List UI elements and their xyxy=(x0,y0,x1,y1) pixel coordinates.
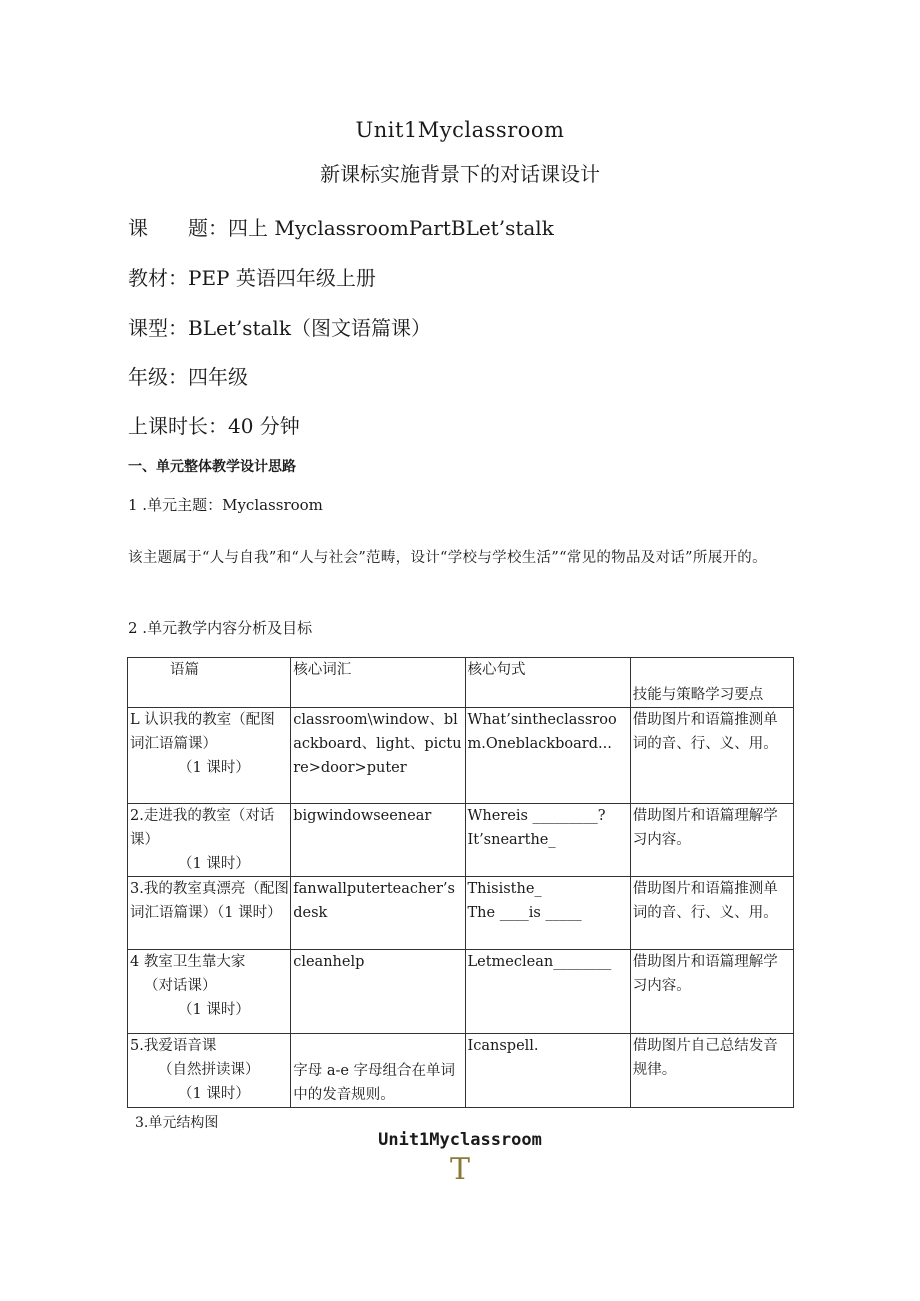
cell-discourse-title: 2.走进我的教室（对话课） xyxy=(130,808,275,848)
cell-discourse-title: 5.我爱语音课 xyxy=(130,1038,217,1054)
cell-discourse-hours: （1 课时） xyxy=(178,1002,250,1018)
meta-type-value: BLet’stalk（图文语篇课） xyxy=(188,316,431,340)
table-header-row xyxy=(128,658,794,708)
meta-textbook-value: PEP 英语四年级上册 xyxy=(188,266,376,290)
meta-type-label: 课型： xyxy=(128,316,188,340)
table-row xyxy=(128,1034,794,1108)
theme-paragraph: 该主题属于“人与自我”和“人与社会”范畴，设计“学校与学校生活”“常见的物品及对话”所展开的。 xyxy=(128,550,767,566)
diagram-title: Unit1Myclassroom xyxy=(378,1130,542,1150)
structure-diagram-heading: 3.单元结构图 xyxy=(135,1115,219,1131)
document-title: Unit1Myclassroom xyxy=(355,118,565,142)
table-row xyxy=(128,708,794,804)
cell-discourse-hours: （1 课时） xyxy=(178,856,250,872)
document-subtitle: 新课标实施背景下的对话课设计 xyxy=(320,162,600,186)
content-analysis-heading: 2 .单元教学内容分析及目标 xyxy=(128,619,313,637)
cell-discourse-type: （自然拼读课） xyxy=(158,1062,260,1078)
table-row xyxy=(128,877,794,950)
meta-duration-value: 40 分钟 xyxy=(228,414,300,438)
meta-grade-label: 年级： xyxy=(128,365,188,389)
meta-topic xyxy=(128,212,554,241)
table-row xyxy=(128,950,794,1034)
meta-duration-label: 上课时长： xyxy=(128,414,228,438)
cell-skills: 借助图片和语篇理解学习内容。 xyxy=(630,950,793,1034)
cell-discourse xyxy=(128,1034,291,1108)
meta-grade-value: 四年级 xyxy=(188,365,248,389)
unit-theme-line: 1 .单元主题：Myclassroom xyxy=(128,496,323,514)
cell-discourse-title: L 认识我的教室（配图词汇语篇课） xyxy=(130,712,275,752)
meta-topic-value: 四上 MyclassroomPartBLet’stalk xyxy=(228,216,554,240)
cell-discourse: 3.我的教室真漂亮（配图词汇语篇课）（1 课时） xyxy=(128,877,291,950)
cell-skills: 借助图片和语篇理解学习内容。 xyxy=(630,804,793,877)
diagram-root-glyph: T xyxy=(449,1152,470,1187)
unit-plan-table xyxy=(127,657,794,1108)
cell-discourse-hours: （1 课时） xyxy=(178,1086,250,1102)
cell-discourse-hours: （1 课时） xyxy=(178,760,250,776)
cell-skills: 借助图片和语篇推测单词的音、行、义、用。 xyxy=(630,708,793,804)
cell-skills: 借助图片和语篇推测单词的音、行、义、用。 xyxy=(630,877,793,950)
header-core-vocab: 核心词汇 xyxy=(291,658,465,708)
cell-discourse xyxy=(128,708,291,804)
meta-duration xyxy=(128,410,300,439)
cell-core-vocab: cleanhelp xyxy=(291,950,465,1034)
cell-core-vocab: bigwindowseenear xyxy=(291,804,465,877)
cell-core-sentence: Thisisthe_ The ____is _____ xyxy=(465,877,630,950)
meta-textbook-label: 教材： xyxy=(128,266,188,290)
header-core-sentence: 核心句式 xyxy=(465,658,630,708)
meta-topic-label: 课 题： xyxy=(128,216,228,240)
cell-discourse xyxy=(128,950,291,1034)
meta-textbook xyxy=(128,262,376,291)
section-heading-1: 一、单元整体教学设计思路 xyxy=(128,459,296,475)
cell-core-sentence: Whereis _________? It’snearthe_ xyxy=(465,804,630,877)
cell-discourse-title: 4 教室卫生靠大家 xyxy=(130,954,246,970)
cell-core-vocab: classroom\window、blackboard、light、picture>door>puter xyxy=(291,708,465,804)
table-row xyxy=(128,804,794,877)
meta-grade xyxy=(128,361,248,390)
cell-discourse-type: （对话课） xyxy=(144,978,217,994)
meta-type xyxy=(128,312,431,341)
cell-core-sentence: Icanspell. xyxy=(465,1034,630,1108)
header-discourse: 语篇 xyxy=(128,658,291,708)
cell-core-vocab: fanwallputerteacher’sdesk xyxy=(291,877,465,950)
cell-core-sentence: What’sintheclassroom.Oneblackboard... xyxy=(465,708,630,804)
cell-discourse xyxy=(128,804,291,877)
header-skills: 技能与策略学习要点 xyxy=(630,658,793,708)
cell-core-sentence: Letmeclean________ xyxy=(465,950,630,1034)
cell-skills: 借助图片自己总结发音规律。 xyxy=(630,1034,793,1108)
cell-core-vocab: 字母 a-e 字母组合在单词中的发音规则。 xyxy=(291,1034,465,1108)
